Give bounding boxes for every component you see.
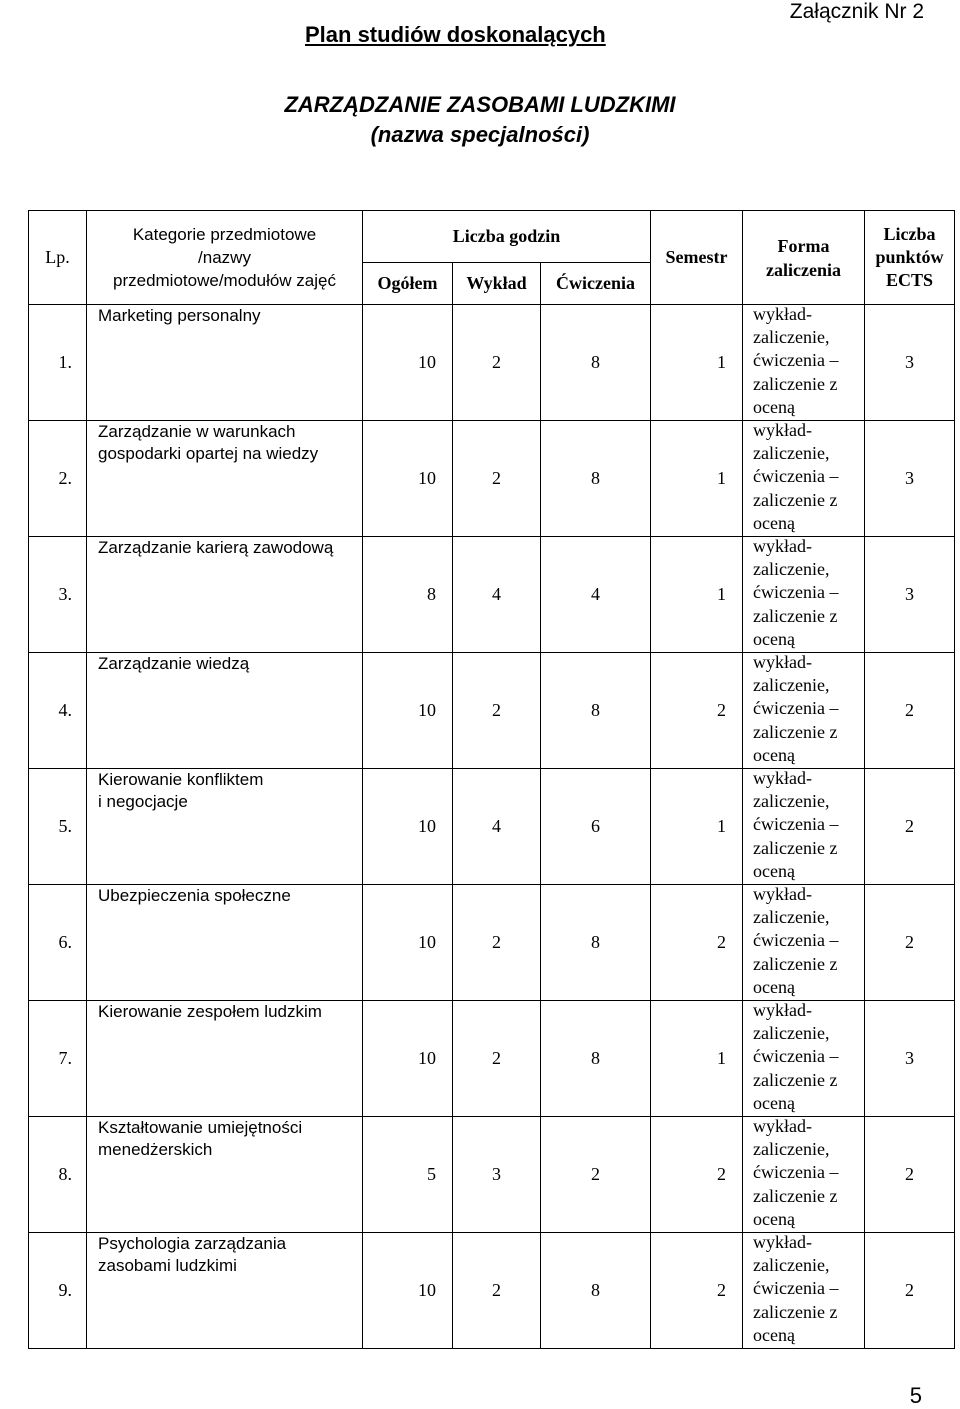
row-lecture-hours: 2	[453, 1233, 541, 1349]
table-row	[29, 885, 955, 1001]
row-total-hours: 5	[363, 1117, 453, 1233]
row-exercise-hours: 8	[541, 885, 651, 1001]
form-line-4: zaliczenie z	[753, 837, 838, 858]
row-total-hours: 10	[363, 885, 453, 1001]
row-semester: 2	[651, 1233, 743, 1349]
row-total-hours: 10	[363, 421, 453, 537]
course-name-line2: gospodarki opartej na wiedzy	[98, 444, 319, 463]
header-hours: Liczba godzin	[363, 211, 651, 263]
row-lecture-hours: 2	[453, 305, 541, 421]
row-lecture-hours: 2	[453, 885, 541, 1001]
form-line-5: oceną	[753, 976, 795, 997]
form-line-2: zaliczenie,	[753, 907, 830, 928]
row-lp: 4.	[29, 653, 87, 769]
form-line-2: zaliczenie,	[753, 443, 830, 464]
row-exercise-hours: 6	[541, 769, 651, 885]
form-line-1: wykład-	[753, 536, 812, 556]
form-line-4: zaliczenie z	[753, 1301, 838, 1322]
form-line-3: ćwiczenia –	[753, 814, 839, 835]
row-assessment-form	[743, 537, 865, 653]
row-semester: 1	[651, 1001, 743, 1117]
course-name-line1: Kierowanie konfliktem	[98, 770, 264, 789]
header-lp: Lp.	[29, 211, 87, 305]
page-number: 5	[909, 1383, 922, 1408]
row-course-name	[87, 653, 363, 769]
row-ects: 2	[865, 885, 955, 1001]
course-name-line1: Kierowanie zespołem ludzkim	[98, 1002, 322, 1021]
row-assessment-form	[743, 653, 865, 769]
row-lp: 3.	[29, 537, 87, 653]
row-assessment-form	[743, 1233, 865, 1349]
form-line-3: ćwiczenia –	[753, 930, 839, 951]
row-semester: 1	[651, 537, 743, 653]
table-header-row	[29, 211, 955, 263]
course-name-line1: Ubezpieczenia społeczne	[98, 886, 291, 905]
form-line-3: ćwiczenia –	[753, 698, 839, 719]
row-total-hours: 8	[363, 537, 453, 653]
row-lp: 2.	[29, 421, 87, 537]
table-row	[29, 1117, 955, 1233]
header-ects-line2: punktów	[875, 247, 944, 267]
form-line-5: oceną	[753, 396, 795, 417]
form-line-5: oceną	[753, 512, 795, 533]
row-assessment-form	[743, 885, 865, 1001]
course-name-line1: Psychologia zarządzania	[98, 1234, 287, 1253]
form-line-2: zaliczenie,	[753, 1255, 830, 1276]
header-category-line1: Kategorie przedmiotowe	[132, 225, 317, 244]
specialization-name: ZARZĄDZANIE ZASOBAMI LUDZKIMI	[284, 92, 676, 117]
row-exercise-hours: 4	[541, 537, 651, 653]
form-line-2: zaliczenie,	[753, 675, 830, 696]
form-line-3: ćwiczenia –	[753, 1278, 839, 1299]
row-semester: 2	[651, 653, 743, 769]
row-ects: 3	[865, 1001, 955, 1117]
row-total-hours: 10	[363, 1001, 453, 1117]
row-ects: 2	[865, 1233, 955, 1349]
row-lecture-hours: 4	[453, 537, 541, 653]
header-form-line2: zaliczenia	[766, 259, 841, 280]
header-lecture: Wykład	[453, 263, 541, 305]
form-line-5: oceną	[753, 860, 795, 881]
form-line-3: ćwiczenia –	[753, 1046, 839, 1067]
specialization-note: (nazwa specjalności)	[370, 122, 590, 147]
row-course-name	[87, 885, 363, 1001]
table-row	[29, 421, 955, 537]
row-ects: 3	[865, 421, 955, 537]
row-lecture-hours: 2	[453, 421, 541, 537]
form-line-4: zaliczenie z	[753, 1069, 838, 1090]
row-lp: 5.	[29, 769, 87, 885]
row-lp: 8.	[29, 1117, 87, 1233]
form-line-2: zaliczenie,	[753, 1023, 830, 1044]
row-course-name	[87, 1001, 363, 1117]
form-line-5: oceną	[753, 1324, 795, 1345]
form-line-3: ćwiczenia –	[753, 466, 839, 487]
course-name-line1: Kształtowanie umiejętności	[98, 1118, 303, 1137]
row-exercise-hours: 8	[541, 305, 651, 421]
course-name-line2: zasobami ludzkimi	[98, 1256, 237, 1275]
header-exercises: Ćwiczenia	[541, 263, 651, 305]
row-course-name	[87, 537, 363, 653]
header-semester: Semestr	[651, 211, 743, 305]
row-exercise-hours: 2	[541, 1117, 651, 1233]
course-name-line1: Marketing personalny	[98, 306, 261, 325]
header-form-line1: Forma	[777, 235, 830, 256]
row-semester: 2	[651, 1117, 743, 1233]
header-ects-line1: Liczba	[883, 224, 936, 244]
row-semester: 1	[651, 769, 743, 885]
row-lecture-hours: 4	[453, 769, 541, 885]
row-total-hours: 10	[363, 769, 453, 885]
form-line-3: ćwiczenia –	[753, 1162, 839, 1183]
row-semester: 2	[651, 885, 743, 1001]
row-ects: 2	[865, 1117, 955, 1233]
course-name-line1: Zarządzanie wiedzą	[98, 654, 250, 673]
header-category-line2: /nazwy	[198, 248, 251, 267]
row-course-name	[87, 1117, 363, 1233]
row-lecture-hours: 2	[453, 1001, 541, 1117]
course-name-line1: Zarządzanie w warunkach	[98, 422, 296, 441]
row-course-name	[87, 305, 363, 421]
course-name-line2: i negocjacje	[98, 792, 188, 811]
form-line-1: wykład-	[753, 420, 812, 440]
form-line-5: oceną	[753, 744, 795, 765]
form-line-4: zaliczenie z	[753, 605, 838, 626]
row-course-name	[87, 421, 363, 537]
form-line-2: zaliczenie,	[753, 327, 830, 348]
form-line-4: zaliczenie z	[753, 953, 838, 974]
form-line-1: wykład-	[753, 1232, 812, 1252]
row-ects: 2	[865, 769, 955, 885]
row-ects: 3	[865, 537, 955, 653]
course-name-line1: Zarządzanie karierą zawodową	[98, 538, 334, 557]
form-line-2: zaliczenie,	[753, 1139, 830, 1160]
specialization-heading	[0, 90, 960, 150]
row-exercise-hours: 8	[541, 653, 651, 769]
row-semester: 1	[651, 305, 743, 421]
form-line-1: wykład-	[753, 1000, 812, 1020]
header-category	[87, 211, 363, 305]
row-exercise-hours: 8	[541, 421, 651, 537]
form-line-2: zaliczenie,	[753, 791, 830, 812]
header-category-line3: przedmiotowe/modułów zajęć	[113, 271, 336, 290]
page-title: Plan studiów doskonalących	[305, 22, 606, 47]
row-total-hours: 10	[363, 653, 453, 769]
form-line-1: wykład-	[753, 652, 812, 672]
row-ects: 3	[865, 305, 955, 421]
form-line-4: zaliczenie z	[753, 489, 838, 510]
form-line-5: oceną	[753, 1092, 795, 1113]
header-ects-line3: ECTS	[885, 270, 934, 290]
row-exercise-hours: 8	[541, 1233, 651, 1349]
form-line-4: zaliczenie z	[753, 1185, 838, 1206]
table-row	[29, 537, 955, 653]
row-exercise-hours: 8	[541, 1001, 651, 1117]
table-row	[29, 1233, 955, 1349]
form-line-4: zaliczenie z	[753, 373, 838, 394]
form-line-5: oceną	[753, 1208, 795, 1229]
row-lp: 1.	[29, 305, 87, 421]
course-name-line2: menedżerskich	[98, 1140, 213, 1159]
row-lp: 6.	[29, 885, 87, 1001]
header-total: Ogółem	[363, 263, 453, 305]
row-lecture-hours: 3	[453, 1117, 541, 1233]
table-row	[29, 653, 955, 769]
row-total-hours: 10	[363, 305, 453, 421]
row-assessment-form	[743, 1001, 865, 1117]
form-line-3: ćwiczenia –	[753, 582, 839, 603]
header-ects	[865, 211, 955, 305]
form-line-1: wykład-	[753, 1116, 812, 1136]
table-row	[29, 1001, 955, 1117]
row-course-name	[87, 1233, 363, 1349]
row-semester: 1	[651, 421, 743, 537]
row-lecture-hours: 2	[453, 653, 541, 769]
annex-label: Załącznik Nr 2	[789, 0, 924, 23]
form-line-2: zaliczenie,	[753, 559, 830, 580]
form-line-1: wykład-	[753, 884, 812, 904]
table-row	[29, 305, 955, 421]
row-assessment-form	[743, 1117, 865, 1233]
study-plan-table	[28, 210, 955, 1349]
header-form	[743, 211, 865, 305]
form-line-1: wykład-	[753, 304, 812, 324]
row-ects: 2	[865, 653, 955, 769]
row-lp: 9.	[29, 1233, 87, 1349]
form-line-4: zaliczenie z	[753, 721, 838, 742]
table-row	[29, 769, 955, 885]
form-line-3: ćwiczenia –	[753, 350, 839, 371]
row-lp: 7.	[29, 1001, 87, 1117]
row-assessment-form	[743, 769, 865, 885]
form-line-5: oceną	[753, 628, 795, 649]
row-total-hours: 10	[363, 1233, 453, 1349]
row-assessment-form	[743, 421, 865, 537]
row-assessment-form	[743, 305, 865, 421]
row-course-name	[87, 769, 363, 885]
form-line-1: wykład-	[753, 768, 812, 788]
